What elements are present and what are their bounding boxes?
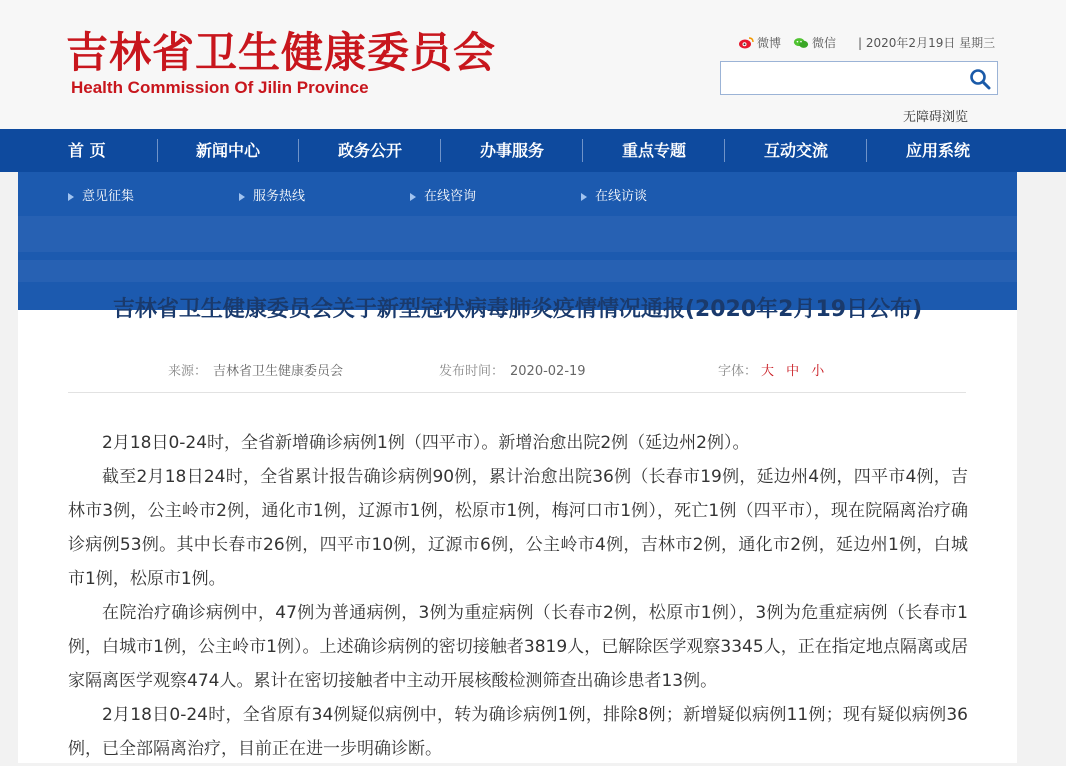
search-input[interactable] (725, 66, 965, 90)
bullet-icon (410, 193, 416, 201)
article-title: 吉林省卫生健康委员会关于新型冠状病毒肺炎疫情情况通报(2020年2月19日公布) (112, 297, 923, 320)
submenu-label: 在线访谈 (595, 189, 648, 204)
submenu-label: 在线咨询 (424, 189, 477, 204)
source-label: 来源： (168, 364, 208, 379)
article-paragraph: 在院治疗确诊病例中，47例为普通病例，3例为重症病例（长春市2例，松原市1例），3例为危重症病例（长春市1例，白城市1例，公主岭市1例）。上述确诊病例的密切接触者3819人，已解除医学观察3345人，正在指定地点隔离或居家隔离医学观察474人。累计在密切接触者中主动开展核酸检测筛查出确诊患者13例。 (68, 603, 968, 691)
weibo-link[interactable] (738, 34, 781, 51)
search-icon[interactable] (969, 68, 991, 90)
article-paragraph: 截至2月18日24时，全省累计报告确诊病例90例，累计治愈出院36例（长春市19例，延边州4例，四平市4例，吉林市3例，公主岭市2例，通化市1例，辽源市1例，松原市1例，梅河口市1例），死亡1例（四平市），现在院隔离治疗确诊病例53例。其中长春市26例，四平市10例，辽源市6例，公主岭市4例，吉林市2例，通化市2例，延边州1例，白城市1例，松原市1例。 (68, 467, 968, 589)
nav-divider (440, 139, 441, 162)
site-logo-title[interactable]: 吉林省卫生健康委员会 (66, 28, 497, 77)
time-value: 2020-02-19 (510, 364, 586, 379)
nav-item-home[interactable]: 首 页 (68, 141, 106, 160)
current-date: | 2020年2月19日 星期三 (858, 36, 996, 50)
submenu-item-hotline[interactable] (239, 184, 305, 210)
source-value: 吉林省卫生健康委员会 (213, 364, 344, 379)
main-nav (0, 129, 1066, 172)
nav-divider (866, 139, 867, 162)
bullet-icon (239, 193, 245, 201)
article-paragraph: 2月18日0-24时，全省新增确诊病例1例（四平市）。新增治愈出院2例（延边州2例）。 (102, 433, 750, 453)
submenu-item-opinion[interactable] (68, 184, 134, 210)
nav-divider (298, 139, 299, 162)
article-source (168, 360, 343, 379)
wechat-icon (793, 37, 809, 49)
weibo-icon (738, 37, 754, 49)
submenu-label: 意见征集 (82, 189, 135, 204)
nav-item-topics[interactable]: 重点专题 (622, 141, 687, 160)
article-paragraph: 2月18日0-24时，全省原有34例疑似病例中，转为确诊病例1例，排除8例；新增疑似病例11例；现有疑似病例36例，已全部隔离治疗，目前正在进一步明确诊断。 (68, 705, 968, 759)
nav-divider (724, 139, 725, 162)
font-size-options[interactable]: 大 中 小 (761, 364, 829, 379)
time-label: 发布时间： (439, 364, 505, 379)
site-logo-subtitle[interactable]: Health Commission Of Jilin Province (71, 78, 369, 97)
nav-item-government[interactable]: 政务公开 (338, 141, 403, 160)
nav-divider (157, 139, 158, 162)
nav-item-apps[interactable]: 应用系统 (906, 141, 971, 160)
nav-item-interaction[interactable]: 互动交流 (764, 141, 829, 160)
submenu-item-interview[interactable] (581, 184, 647, 210)
submenu-item-consult[interactable] (410, 184, 476, 210)
bullet-icon (581, 193, 587, 201)
font-size-label: 字体： (718, 364, 758, 379)
wechat-link[interactable] (793, 34, 836, 51)
nav-item-services[interactable]: 办事服务 (480, 141, 545, 160)
submenu-label: 服务热线 (253, 189, 306, 204)
article-body (68, 426, 968, 766)
accessible-browsing-link[interactable]: 无障碍浏览 (903, 110, 969, 125)
top-links (738, 34, 995, 51)
panel-shade (18, 216, 1017, 252)
nav-divider (582, 139, 583, 162)
submenu-row (18, 184, 1017, 210)
nav-dropdown-panel (18, 172, 1017, 310)
wechat-label: 微信 (812, 36, 837, 50)
font-size-control (718, 360, 828, 379)
nav-item-news[interactable]: 新闻中心 (196, 141, 261, 160)
weibo-label: 微博 (757, 36, 782, 50)
meta-divider (68, 392, 966, 393)
bullet-icon (68, 193, 74, 201)
site-header (0, 0, 1066, 129)
panel-shade (18, 260, 1017, 282)
article-card (18, 297, 1017, 763)
search-box (720, 61, 998, 95)
article-publish-time (439, 360, 586, 379)
